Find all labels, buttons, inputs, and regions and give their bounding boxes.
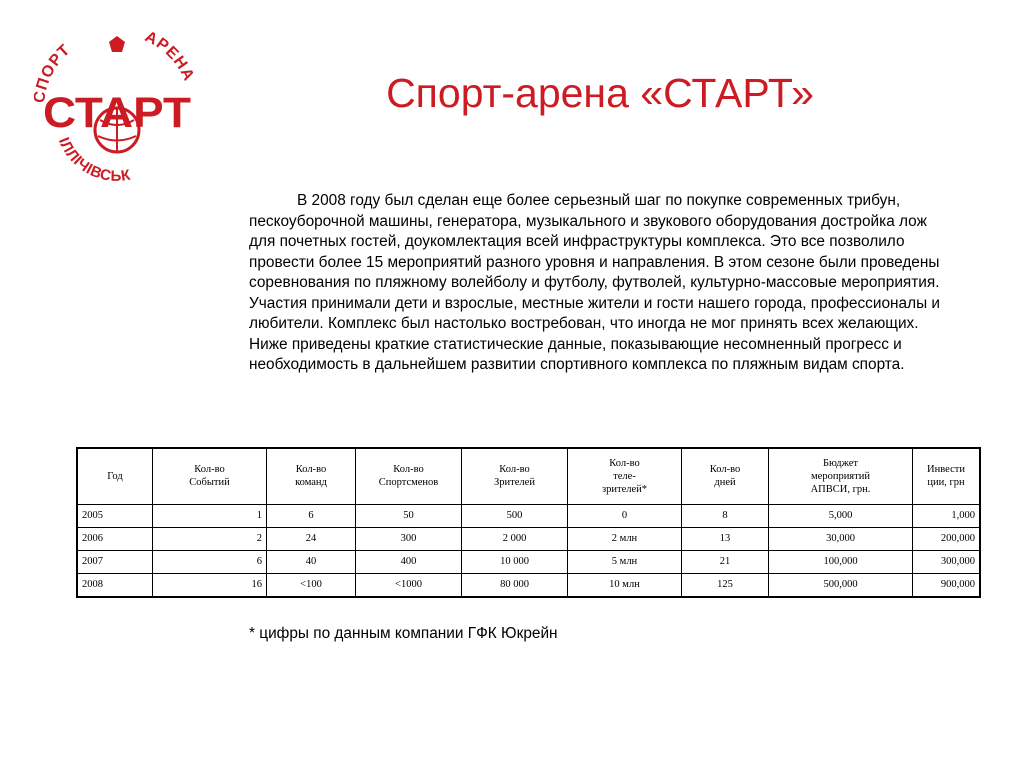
cell-teams: 24 [267,527,356,550]
cell-budget: 30,000 [769,527,913,550]
cell-events: 16 [153,573,267,597]
svg-text:АРЕНА [142,30,197,84]
start-arena-logo-icon [34,30,200,200]
cell-tv-viewers: 2 млн [568,527,682,550]
cell-teams: 6 [267,504,356,527]
cell-year: 2005 [77,504,153,527]
cell-investments: 300,000 [913,550,981,573]
svg-text:ІЛЛІЧІВСЬК [55,135,132,185]
page-title: Спорт-арена «СТАРТ» [386,70,814,116]
cell-spectators: 10 000 [462,550,568,573]
description-paragraph [249,191,949,376]
cell-athletes: <1000 [356,573,462,597]
header-days: Кол-во дней [682,448,769,504]
cell-athletes: 300 [356,527,462,550]
table-header-row [77,448,980,504]
cell-spectators: 2 000 [462,527,568,550]
cell-spectators: 500 [462,504,568,527]
footnote: * цифры по данным компании ГФК Юкрейн [249,625,558,642]
cell-teams: <100 [267,573,356,597]
cell-days: 8 [682,504,769,527]
cell-days: 13 [682,527,769,550]
cell-events: 2 [153,527,267,550]
cell-year: 2008 [77,573,153,597]
logo-main-text: СТАРТ [43,89,191,137]
cell-events: 6 [153,550,267,573]
cell-spectators: 80 000 [462,573,568,597]
header-tv-viewers: Кол-во теле- зрителей* [568,448,682,504]
cell-year: 2006 [77,527,153,550]
cell-tv-viewers: 0 [568,504,682,527]
cell-athletes: 50 [356,504,462,527]
table-row [77,527,980,550]
cell-teams: 40 [267,550,356,573]
paragraph-text: В 2008 году был сделан еще более серьезный шаг по покупке современных трибун, пескоуборочной машины, генератора, музыкального и звукового оборудования достройка лож для почетных гостей, доукомлектация всей инфраструктуры комплекса. Это все позволило провести более 15 мероприятий разного уровня и направления. В этом сезоне были проведены соревнования по пляжному волейболу и футболу, футволей, культурно-массовые мероприятия. Участия принимали дети и взрослые, местные жители и гости нашего города, профессионалы и любители. Комплекс был настолько востребован, что иногда не мог принять всех желающих. Ниже приведены краткие статистические данные, показывающие несомненный прогресс и необходимость в дальнейшем развитии спортивного комплекса по пляжным видам спорта. [249,192,940,373]
header-teams: Кол-во команд [267,448,356,504]
logo-top-right-text: АРЕНА [142,30,198,85]
cell-budget: 5,000 [769,504,913,527]
header-spectators: Кол-во Зрителей [462,448,568,504]
cell-tv-viewers: 5 млн [568,550,682,573]
cell-investments: 1,000 [913,504,981,527]
header-events: Кол-во Событий [153,448,267,504]
cell-budget: 500,000 [769,573,913,597]
statistics-table [76,447,981,598]
cell-investments: 900,000 [913,573,981,597]
header-budget: Бюджет мероприятий АПВСИ, грн. [769,448,913,504]
header-athletes: Кол-во Спортсменов [356,448,462,504]
logo-top-left-text: ПОРТ [34,41,75,93]
cell-events: 1 [153,504,267,527]
logo-bottom-text: ІЛЛІЧІВСЬК [54,135,132,185]
cell-investments: 200,000 [913,527,981,550]
logo [34,30,200,200]
cell-year: 2007 [77,550,153,573]
cell-days: 125 [682,573,769,597]
table-row [77,573,980,597]
cell-tv-viewers: 10 млн [568,573,682,597]
table-row [77,504,980,527]
header-year: Год [77,448,153,504]
header-investments: Инвести ции, грн [913,448,981,504]
cell-days: 21 [682,550,769,573]
cell-budget: 100,000 [769,550,913,573]
logo-pentagon-icon [109,36,125,52]
cell-athletes: 400 [356,550,462,573]
table-row [77,550,980,573]
